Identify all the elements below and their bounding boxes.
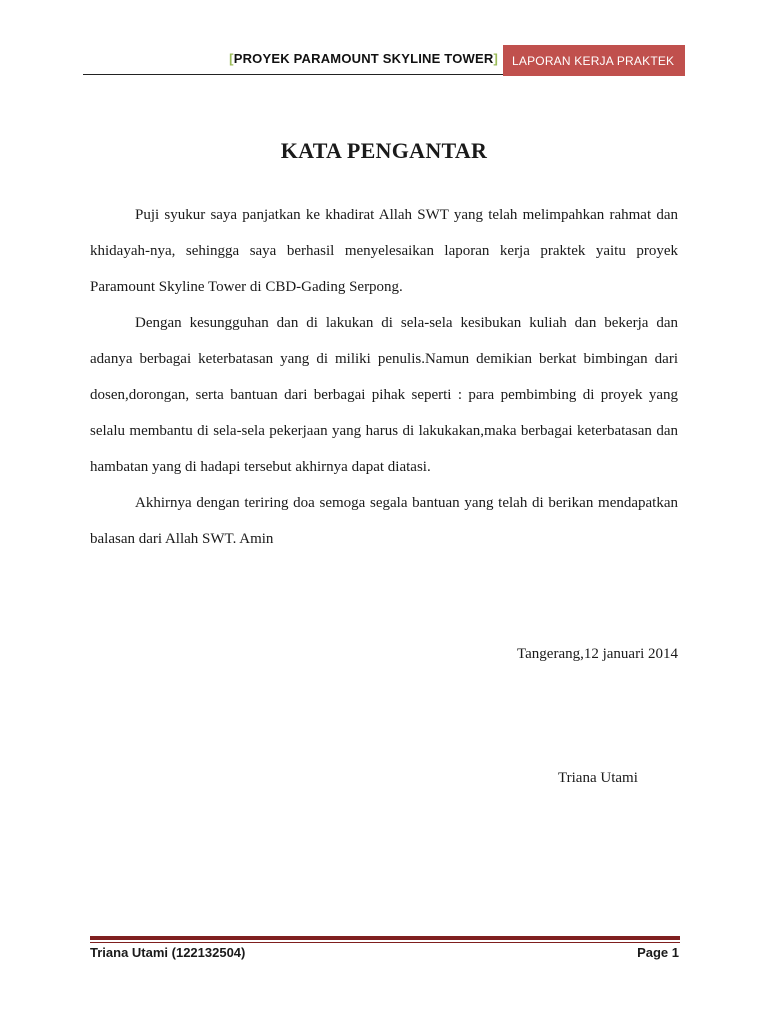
page-title: KATA PENGANTAR <box>280 138 488 163</box>
header-report-tag <box>503 45 685 76</box>
paragraph-1: Puji syukur saya panjatkan ke khadirat Allah SWT yang telah melimpahkan rahmat dan khidayah-nya, sehingga saya berhasil menyelesaikan laporan kerja praktek yaitu proyek Paramount Skyline Tower di CBD-Gading Serpong. <box>90 207 678 295</box>
header-project-name: PROYEK PARAMOUNT SKYLINE TOWER <box>233 51 494 66</box>
header-bracket-open: [ <box>229 51 234 66</box>
signature-name: Triana Utami <box>558 770 638 786</box>
body-text <box>90 197 678 557</box>
footer-divider-thin <box>90 942 680 943</box>
header-report-tag-label: LAPORAN KERJA PRAKTEK <box>512 53 675 68</box>
header-bracket-close: ] <box>493 51 498 66</box>
paragraph-2: Dengan kesungguhan dan di lakukan di sela-sela kesibukan kuliah dan bekerja dan adanya berbagai keterbatasan yang di miliki penulis.Namun demikian berkat bimbingan dari dosen,dorongan, serta bantuan dari berbagai pihak seperti : para pembimbing di proyek yang selalu membantu di sela-sela pekerjaan yang harus di lakukakan,maka berbagai keterbatasan dan hambatan yang di hadapi tersebut akhirnya dapat diatasi. <box>90 315 678 475</box>
header-divider <box>83 74 503 75</box>
footer-page-number: Page 1 <box>637 945 679 960</box>
place-date: Tangerang,12 januari 2014 <box>517 646 678 662</box>
footer-author: Triana Utami (122132504) <box>90 945 246 960</box>
paragraph-3: Akhirnya dengan teriring doa semoga segala bantuan yang telah di berikan mendapatkan balasan dari Allah SWT. Amin <box>90 495 678 547</box>
header-project-title <box>229 51 498 66</box>
footer-divider-thick <box>90 936 680 940</box>
